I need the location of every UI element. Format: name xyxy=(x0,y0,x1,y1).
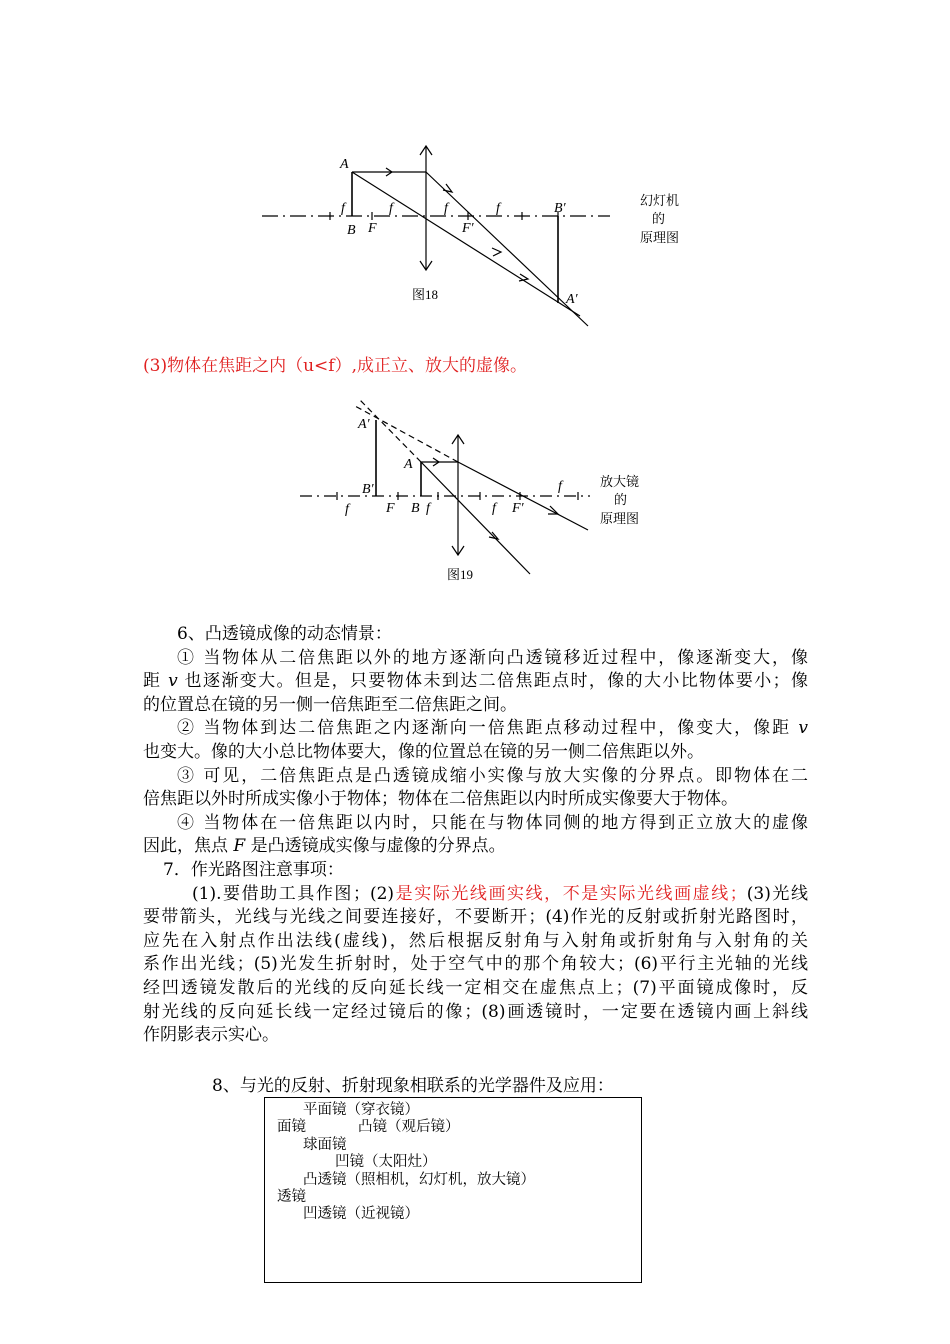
section-6 xyxy=(143,623,808,859)
fig19-side-caption-3: 原理图 xyxy=(600,511,640,526)
table-concave-lens: 凹透镜（近视镜） xyxy=(303,1206,419,1223)
fig18-label-f4: f xyxy=(496,201,500,216)
fig18-side-caption-1: 幻灯机 xyxy=(640,193,680,208)
fig18-label-A: A xyxy=(340,157,349,172)
fig19-label-f4: f xyxy=(558,479,562,494)
section-8-heading: 8、与光的反射、折射现象相联系的光学器件及应用： xyxy=(212,1076,614,1096)
fig18-label-B-prime: B′ xyxy=(554,201,566,216)
s6-item1-line3: 的位置总在镜的另一侧一倍焦距至二倍焦距之间。 xyxy=(143,694,517,715)
s7-line7: 作阴影表示实心。 xyxy=(143,1025,279,1046)
s6-item4-line2: 因此，焦点 F 是凸透镜成实像与虚像的分界点。 xyxy=(143,836,506,857)
figure-19-magnifier-diagram xyxy=(0,0,950,600)
fig18-label-B: B xyxy=(347,223,356,238)
section-6-heading: 6、凸透镜成像的动态情景： xyxy=(177,624,392,644)
s6-item2-line1: ② 当物体到达二倍焦距之内逐渐向一倍焦距点移动过程中，像变大，像距 v xyxy=(177,718,808,739)
fig18-label-A-prime: A′ xyxy=(566,292,578,307)
fig19-side-caption-2: 的 xyxy=(614,492,628,507)
table-lens: 透镜 xyxy=(277,1189,306,1206)
section-7-heading: 7．作光路图注意事项： xyxy=(163,860,344,880)
fig19-label-F: F xyxy=(386,501,395,516)
fig18-label-F-prime: F′ xyxy=(462,221,474,236)
s6-item3-line1: ③ 可见，二倍焦距点是凸透镜成缩小实像与放大实像的分界点。即物体在二 xyxy=(177,765,808,786)
fig18-label-F: F xyxy=(368,221,377,236)
fig19-label-f2: f xyxy=(426,501,430,516)
s6-item3-line2: 倍焦距以外时所成实像小于物体；物体在二倍焦距以内时所成实像要大于物体。 xyxy=(143,789,738,810)
fig19-label-f3: f xyxy=(492,501,496,516)
s6-item4-line1: ④ 当物体在一倍焦距以内时，只能在与物体同侧的地方得到正立放大的虚像 xyxy=(177,812,808,833)
table-mirror-row: 面镜 凸镜（观后镜） xyxy=(277,1119,460,1136)
section-7 xyxy=(143,859,808,1048)
fig18-label-f3: f xyxy=(444,201,448,216)
fig18-label-f2: f xyxy=(389,201,393,216)
s6-item1-line1: ① 当物体从二倍焦距以外的地方逐渐向凸透镜移近过程中，像逐渐变大，像 xyxy=(177,647,808,668)
fig18-side-caption-2: 的 xyxy=(652,211,666,226)
table-spherical-mirror: 球面镜 xyxy=(303,1136,347,1153)
fig19-label-A-prime: A′ xyxy=(358,417,370,432)
fig18-caption: 图18 xyxy=(412,287,439,302)
s7-line4: 系作出光线；(5)光发生折射时，处于空气中的那个角较大；(6)平行主光轴的光线 xyxy=(143,954,808,975)
table-concave-mirror: 凹镜（太阳灶） xyxy=(335,1154,437,1171)
optical-devices-table xyxy=(264,1097,642,1283)
table-convex-lens: 凸透镜（照相机，幻灯机，放大镜） xyxy=(303,1171,535,1188)
s7-line3: 应先在入射点作出法线(虚线)，然后根据反射角与入射角或折射角与入射角的关 xyxy=(143,930,808,951)
fig19-label-A: A xyxy=(404,457,413,472)
s6-item2-line2: 也变大。像的大小总比物体要大，像的位置总在镜的另一侧二倍焦距以外。 xyxy=(143,741,704,762)
s6-item1-line2: 距 v 也逐渐变大。但是，只要物体未到达二倍焦距点时，像的大小比物体要小；像 xyxy=(143,671,809,692)
s7-line5: 经凹透镜发散后的光线的反向延长线一定相交在虚焦点上；(7)平面镜成像时，反 xyxy=(143,977,808,998)
fig19-caption: 图19 xyxy=(447,567,474,582)
table-plane-mirror: 平面镜（穿衣镜） xyxy=(303,1102,419,1118)
fig19-label-B: B xyxy=(411,501,420,516)
case3-text: (3)物体在焦距之内（u<f）,成正立、放大的虚像。 xyxy=(143,356,527,376)
fig18-side-caption-3: 原理图 xyxy=(640,230,680,245)
fig19-label-B-prime: B′ xyxy=(362,482,374,497)
s7-line1: (1).要借助工具作图；(2)是实际光线画实线，不是实际光线画虚线；(3)光线 xyxy=(192,883,808,904)
s7-line6: 射光线的反向延长线一定经过镜后的像；(8)画透镜时，一定要在透镜内画上斜线 xyxy=(143,1001,808,1022)
s7-line2: 要带箭头，光线与光线之间要连接好，不要断开；(4)作光的反射或折射光路图时， xyxy=(143,907,808,928)
fig18-label-f1: f xyxy=(341,201,345,216)
fig19-side-caption-1: 放大镜 xyxy=(600,474,640,489)
fig19-label-F-prime: F′ xyxy=(512,501,524,516)
fig19-label-f1: f xyxy=(345,502,349,517)
